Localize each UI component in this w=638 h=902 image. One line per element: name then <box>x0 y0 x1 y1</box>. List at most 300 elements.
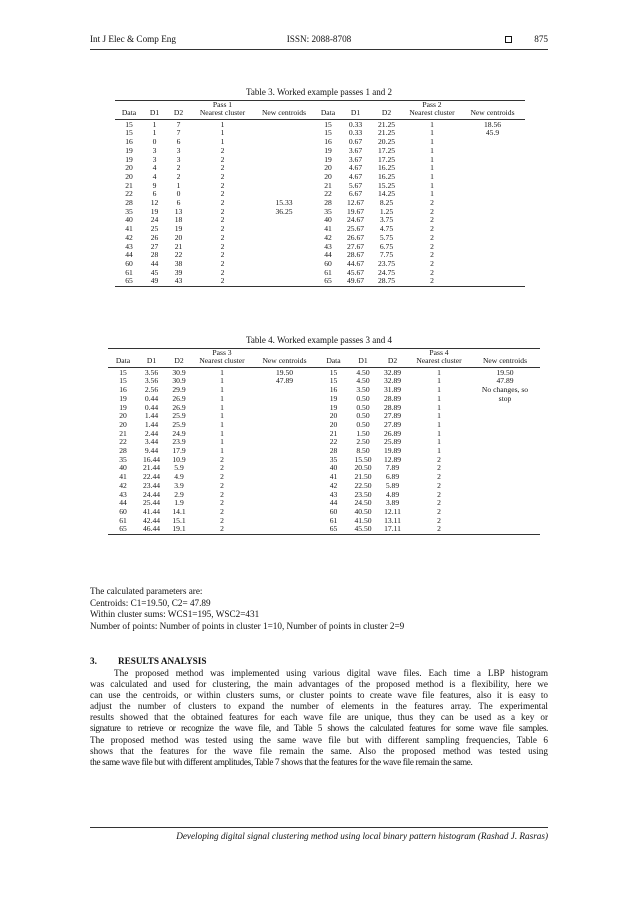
table-cell: 15 <box>119 376 127 386</box>
table-cell: 6 <box>176 137 181 147</box>
table-cell: 2 <box>191 277 254 286</box>
table-cell: 1 <box>220 367 224 377</box>
table-cell <box>470 508 540 517</box>
table-cell: 2 <box>176 163 181 173</box>
table-cell <box>254 156 314 165</box>
table-cell: 12.67 <box>346 198 365 208</box>
table-cell <box>470 464 540 473</box>
col-header: D2 <box>377 357 408 367</box>
table-cell: 28 <box>329 446 338 456</box>
table-cell: 1 <box>430 171 434 181</box>
table-cell <box>254 269 314 278</box>
table-cell <box>251 412 318 421</box>
table-row <box>108 473 540 482</box>
table-cell: 28 <box>150 250 159 260</box>
square-outline-icon <box>505 36 512 43</box>
table-cell: 28.75 <box>369 277 404 286</box>
table-cell: 47.89 <box>275 376 294 386</box>
paragraph-line: results showed that the obtained features for each wave file are unique, thus they can be used as a key or <box>90 712 548 723</box>
table-cell <box>460 182 525 191</box>
table-cell: 5.89 <box>385 480 400 490</box>
table-cell <box>460 190 525 199</box>
table-cell <box>470 482 540 491</box>
table-cell: 16 <box>125 137 133 147</box>
table-cell <box>254 260 314 269</box>
table-cell: 2 <box>430 267 434 277</box>
table-cell: 47.89 <box>496 376 514 386</box>
table-cell: 40 <box>329 463 338 473</box>
table-cell: 45.50 <box>349 525 377 534</box>
table-cell: 1 <box>220 402 224 412</box>
table-cell: 2 <box>220 198 225 208</box>
table-cell: 9 <box>152 180 157 190</box>
table-cell: 61 <box>329 515 338 525</box>
table-cell: 28.89 <box>383 393 402 403</box>
table-cell: 22 <box>125 189 133 199</box>
paragraph-line: was calculated and used for clustering, the main advantages of the proposed method is a flexibility, here we <box>90 679 548 690</box>
table-cell: 2 <box>220 463 224 473</box>
col-header: D1 <box>143 109 166 119</box>
table-cell: 21 <box>125 180 133 190</box>
table-cell: 60 <box>119 506 127 516</box>
table-cell: 41.50 <box>354 515 372 525</box>
table-cell: 21 <box>329 428 338 438</box>
table-cell: 65 <box>318 525 349 534</box>
table-cell: 16 <box>324 137 332 147</box>
table-cell: 6 <box>152 189 157 199</box>
table-cell: 27.89 <box>383 411 402 421</box>
table-cell: 21 <box>174 241 183 251</box>
table-cell: 1 <box>437 393 441 403</box>
table-cell: 42 <box>324 232 332 242</box>
table-cell <box>470 456 540 465</box>
table-cell: 18 <box>174 215 183 225</box>
table-cell: 36.25 <box>275 206 293 216</box>
journal-name: Int J Elec & Comp Eng <box>90 34 176 44</box>
table-cell: 60 <box>324 258 332 268</box>
paragraph-line: the same wave file but with different amplitudes, Table 7 shows that the features for the wave file remain the same. <box>90 756 473 767</box>
table-cell: 6.89 <box>385 472 400 482</box>
table-cell: 19.50 <box>496 367 514 377</box>
table-cell <box>460 173 525 182</box>
table-cell <box>254 225 314 234</box>
table-cell <box>254 138 314 147</box>
table-cell: 15.50 <box>354 454 372 464</box>
table-cell: 23.44 <box>142 480 161 490</box>
table4-pass-row <box>108 349 540 358</box>
table-cell: 9.44 <box>144 446 159 456</box>
table-cell: 1 <box>437 402 441 412</box>
table-cell: 2 <box>437 489 441 499</box>
table-cell: 24 <box>150 215 159 225</box>
table-cell: 21.50 <box>354 472 372 482</box>
table-cell: 41.44 <box>142 506 161 516</box>
table-cell: 20 <box>119 411 127 421</box>
col-header: Data <box>318 357 349 367</box>
col-header: New centroids <box>470 357 540 367</box>
table-cell: 23.50 <box>354 489 372 499</box>
table-cell: 4.67 <box>348 171 363 181</box>
table-cell: 2 <box>220 472 224 482</box>
table-cell: 2 <box>220 232 225 242</box>
table-cell: 19 <box>324 154 332 164</box>
table-cell <box>470 421 540 430</box>
table-cell: 0.50 <box>356 411 370 421</box>
results-paragraph <box>90 668 548 768</box>
table-cell: 42.44 <box>142 515 161 525</box>
table-cell: 1 <box>437 446 441 456</box>
table-cell: 24.75 <box>377 267 396 277</box>
params-line: Within cluster sums: WCS1=195, WSC2=431 <box>90 609 260 620</box>
table-cell: 38 <box>174 258 183 268</box>
table-cell: 44 <box>119 498 127 508</box>
table-cell: 2 <box>430 224 434 234</box>
table-cell: 39 <box>174 267 183 277</box>
table-cell: 25 <box>150 224 159 234</box>
table-cell: 44 <box>150 258 159 268</box>
table-cell: 29.9 <box>172 385 186 395</box>
table-cell: 2 <box>220 180 225 190</box>
table-cell: 1 <box>430 137 434 147</box>
table-cell: 22 <box>329 437 338 447</box>
paragraph-line: signature to retrieve or recognize the wave file, and Table 5 shows the calculated features for some wave file samples. <box>90 723 548 734</box>
table-cell: 21 <box>324 180 332 190</box>
paragraph-line: shows that the features for the wave file remain the same. Also the proposed method was tested using <box>90 745 548 756</box>
table-cell: 6.75 <box>379 241 394 251</box>
table-cell: 26.9 <box>172 402 186 412</box>
table-cell: 40 <box>324 215 332 225</box>
table-cell: 1 <box>437 376 441 386</box>
table-cell: 19 <box>324 145 332 155</box>
page-header <box>90 34 548 48</box>
table-cell: 0.44 <box>144 402 159 412</box>
table-cell: 19.89 <box>383 446 402 456</box>
params-line: The calculated parameters are: <box>90 586 203 596</box>
table-cell: 60 <box>125 258 133 268</box>
table-cell <box>254 251 314 260</box>
table-cell: 19 <box>119 402 127 412</box>
page-footer: Developing digital signal clustering method using local binary pattern histogram (Rashad J. Rasras) <box>176 831 548 841</box>
table-cell <box>460 138 525 147</box>
table-cell <box>470 430 540 439</box>
table-cell: 43 <box>329 489 338 499</box>
table-cell: 2 <box>220 145 225 155</box>
table-cell: 17.9 <box>172 446 186 456</box>
table-cell: 2 <box>220 241 225 251</box>
table-cell: 27 <box>150 241 159 251</box>
table-cell: 0.33 <box>348 119 363 129</box>
table-cell: 4.89 <box>385 489 400 499</box>
table-cell: 40 <box>125 215 133 225</box>
table-cell: 2 <box>220 515 224 525</box>
table-cell <box>254 216 314 225</box>
table-cell: 20 <box>324 171 332 181</box>
table-cell <box>254 164 314 173</box>
table-cell: 17.25 <box>377 145 396 155</box>
table-cell: 1 <box>437 419 441 429</box>
table-cell: 61 <box>324 267 332 277</box>
table-cell: 24.44 <box>142 489 161 499</box>
table-cell: 3.67 <box>348 154 363 164</box>
section-number: 3. <box>90 656 97 666</box>
table-cell: 2 <box>437 498 441 508</box>
table-cell <box>254 277 314 286</box>
table-cell <box>460 234 525 243</box>
table-cell: 24.67 <box>346 215 365 225</box>
table-cell: 17.25 <box>377 154 396 164</box>
paragraph-line: The proposed method was implemented using various digital wave files. Each time a LBP histogram <box>114 668 548 678</box>
calculated-parameters <box>90 586 404 632</box>
table-cell: 41 <box>329 472 338 482</box>
table-cell: 60 <box>329 506 338 516</box>
table-cell: 2.56 <box>144 385 159 395</box>
table-cell: 24.9 <box>172 428 186 438</box>
table-cell: 3.9 <box>174 480 184 490</box>
footer-divider <box>90 827 548 828</box>
table-cell: 2 <box>437 454 441 464</box>
table-cell: 2 <box>220 224 225 234</box>
table-cell: No changes, so <box>481 385 529 395</box>
table-cell: 41 <box>119 472 127 482</box>
col-header: Data <box>108 357 138 367</box>
table-cell: 35 <box>329 454 338 464</box>
table-cell: 2 <box>220 189 225 199</box>
table-cell: 0.67 <box>348 137 363 147</box>
table-cell <box>251 438 318 447</box>
table-cell: 20 <box>125 171 133 181</box>
table-cell: 19 <box>119 393 127 403</box>
table-cell: 19.1 <box>165 525 193 534</box>
table-cell: 4 <box>152 171 157 181</box>
table-cell: 7 <box>176 119 181 129</box>
table-cell: 15 <box>324 128 332 138</box>
table3-header-row <box>115 109 525 119</box>
table-cell: 1 <box>152 119 157 129</box>
table-cell: 1 <box>430 180 434 190</box>
table-cell <box>254 119 314 129</box>
table-cell: 16.44 <box>142 454 161 464</box>
pass1-label: Pass 1 <box>191 101 254 110</box>
table-cell: 0.33 <box>348 128 363 138</box>
table-cell <box>251 517 318 526</box>
table-cell: 15 <box>329 367 338 377</box>
table-cell: 23.75 <box>377 258 396 268</box>
table-cell: 4.50 <box>356 376 370 386</box>
table-cell: 2 <box>220 480 224 490</box>
table-cell <box>251 386 318 395</box>
table-cell: 44 <box>324 250 332 260</box>
table-cell: 6.67 <box>348 189 363 199</box>
table-cell: 20 <box>174 232 183 242</box>
table-cell: 42 <box>125 232 133 242</box>
table-cell: 1 <box>220 376 224 386</box>
table-cell: 2.9 <box>174 489 184 499</box>
table-cell: 15 <box>324 119 332 129</box>
header-divider <box>90 49 548 50</box>
table-cell: 2 <box>437 480 441 490</box>
table-cell: 14.1 <box>172 506 186 516</box>
table-cell: 1 <box>430 154 434 164</box>
table-cell: 5.9 <box>174 463 184 473</box>
table-cell: 16 <box>329 385 338 395</box>
table-cell: 3.75 <box>379 215 394 225</box>
table-cell: 65 <box>108 525 138 534</box>
table-cell: 20.50 <box>354 463 372 473</box>
table-cell: 28.67 <box>346 250 365 260</box>
table-cell: 10.9 <box>172 454 186 464</box>
table-cell: 1 <box>220 446 224 456</box>
table-cell: 4.67 <box>348 163 363 173</box>
issn: ISSN: 2088-8708 <box>286 34 352 44</box>
table-cell: 22.44 <box>142 472 161 482</box>
table-cell: 0.50 <box>356 402 370 412</box>
table-cell: 7 <box>176 128 181 138</box>
table-cell: 2 <box>437 472 441 482</box>
table-cell: 19.67 <box>346 206 365 216</box>
table-cell: 1 <box>220 385 224 395</box>
table-cell: 41 <box>324 224 332 234</box>
table-cell: 44 <box>125 250 133 260</box>
table-cell: 2 <box>430 198 434 208</box>
table-cell: 7.89 <box>385 463 400 473</box>
table-cell: 15 <box>119 367 127 377</box>
table-cell: 25.44 <box>142 498 161 508</box>
table-cell: 2 <box>220 498 224 508</box>
table-cell: 1 <box>220 128 225 138</box>
table-cell: 3 <box>176 145 181 155</box>
col-header: Nearest cluster <box>191 109 254 119</box>
table-cell: 6 <box>176 198 181 208</box>
table-cell: 21.25 <box>377 119 396 129</box>
table-cell: 2 <box>430 241 434 251</box>
table-cell: 2 <box>437 506 441 516</box>
col-header: D1 <box>349 357 377 367</box>
table-cell: 18.56 <box>483 119 502 129</box>
table-cell: 2 <box>430 250 434 260</box>
table-cell <box>251 482 318 491</box>
table-cell: 22 <box>174 250 183 260</box>
table-cell: 45.67 <box>346 267 365 277</box>
table-cell <box>254 147 314 156</box>
table-cell: 2 <box>220 454 224 464</box>
table-cell: 16.25 <box>377 171 396 181</box>
table-cell <box>470 447 540 456</box>
table-cell: 1 <box>437 428 441 438</box>
table-cell: 41 <box>125 224 133 234</box>
table-cell: 4 <box>152 163 157 173</box>
table-cell: 1 <box>437 411 441 421</box>
table-cell: 25.9 <box>172 411 186 421</box>
table-cell: 1 <box>430 145 434 155</box>
table-cell <box>470 525 540 534</box>
table-cell: 27.67 <box>346 241 365 251</box>
paragraph-line: adjust the number of clusters to expand the number of elements in the features array. The experimental <box>90 701 548 712</box>
table-cell <box>251 499 318 508</box>
table-row <box>108 491 540 500</box>
table-cell: 8.25 <box>379 198 394 208</box>
table-cell <box>470 499 540 508</box>
col-header: Nearest cluster <box>193 357 251 367</box>
table-cell <box>254 234 314 243</box>
table-cell: 20.25 <box>377 137 396 147</box>
table-cell: 26.9 <box>172 393 186 403</box>
table-cell: 43 <box>166 277 191 286</box>
table-cell: 2 <box>220 489 224 499</box>
table-cell: 22.50 <box>354 480 372 490</box>
table-cell <box>460 156 525 165</box>
table-cell: 2 <box>220 215 225 225</box>
table-cell: 2 <box>220 171 225 181</box>
table-row <box>108 464 540 473</box>
table-cell: 35 <box>324 206 332 216</box>
table-cell <box>460 164 525 173</box>
table-cell: 1.9 <box>174 498 184 508</box>
table-cell: 20 <box>324 163 332 173</box>
table-cell <box>254 243 314 252</box>
table-cell: 2 <box>220 267 225 277</box>
table-cell <box>460 277 525 286</box>
table-cell: 35 <box>119 454 127 464</box>
table-cell: 2 <box>176 171 181 181</box>
table-cell <box>251 447 318 456</box>
col-header: D2 <box>369 109 404 119</box>
table-cell: 3 <box>176 154 181 164</box>
col-header: D2 <box>166 109 191 119</box>
table-cell: 4.50 <box>356 367 370 377</box>
table-cell: 1.25 <box>379 206 394 216</box>
table-cell: 3.56 <box>144 367 159 377</box>
table-cell <box>254 173 314 182</box>
table-cell: 1 <box>430 163 434 173</box>
table-cell: 1 <box>437 367 441 377</box>
table-cell: 25.89 <box>383 437 402 447</box>
table-cell: 15.25 <box>377 180 396 190</box>
table-cell: 20 <box>119 419 127 429</box>
table-cell: 1 <box>430 119 434 129</box>
table-cell: 46.44 <box>138 525 165 534</box>
col-header: D1 <box>138 357 165 367</box>
col-header: D1 <box>342 109 369 119</box>
table-cell: 30.9 <box>172 376 186 386</box>
table-cell <box>251 525 318 534</box>
paragraph-line: The proposed method was tested using the same wave file but with different sampling frequencies, Table 6 <box>90 734 548 745</box>
table-cell: 2 <box>193 525 251 534</box>
params-line: Number of points: Number of points in cluster 1=10, Number of points in cluster 2=9 <box>90 620 405 631</box>
table-cell: 1 <box>220 428 224 438</box>
table-cell: 30.9 <box>172 367 186 377</box>
table-cell: 13.11 <box>384 515 401 525</box>
table-cell: 1.44 <box>144 411 159 421</box>
table-cell: 42 <box>119 480 127 490</box>
params-line: Centroids: C1=19.50, C2= 47.89 <box>90 597 211 608</box>
table-cell: 65 <box>314 277 342 286</box>
table-cell: 7.75 <box>379 250 394 260</box>
table-cell: 12.11 <box>384 506 401 516</box>
table-cell: 43 <box>119 489 127 499</box>
table-cell: 26.89 <box>383 428 402 438</box>
table-cell: 21 <box>119 428 127 438</box>
table3 <box>115 100 525 287</box>
table-cell: 22 <box>119 437 127 447</box>
table-cell: 1.50 <box>356 428 370 438</box>
table-cell: 0.50 <box>356 393 370 403</box>
table4-caption: Table 4. Worked example passes 3 and 4 <box>246 335 392 345</box>
table-cell: 19 <box>125 154 133 164</box>
table-cell: 5.67 <box>348 180 363 190</box>
table-cell: 2 <box>430 215 434 225</box>
table-cell <box>251 491 318 500</box>
table-cell: 2 <box>437 463 441 473</box>
